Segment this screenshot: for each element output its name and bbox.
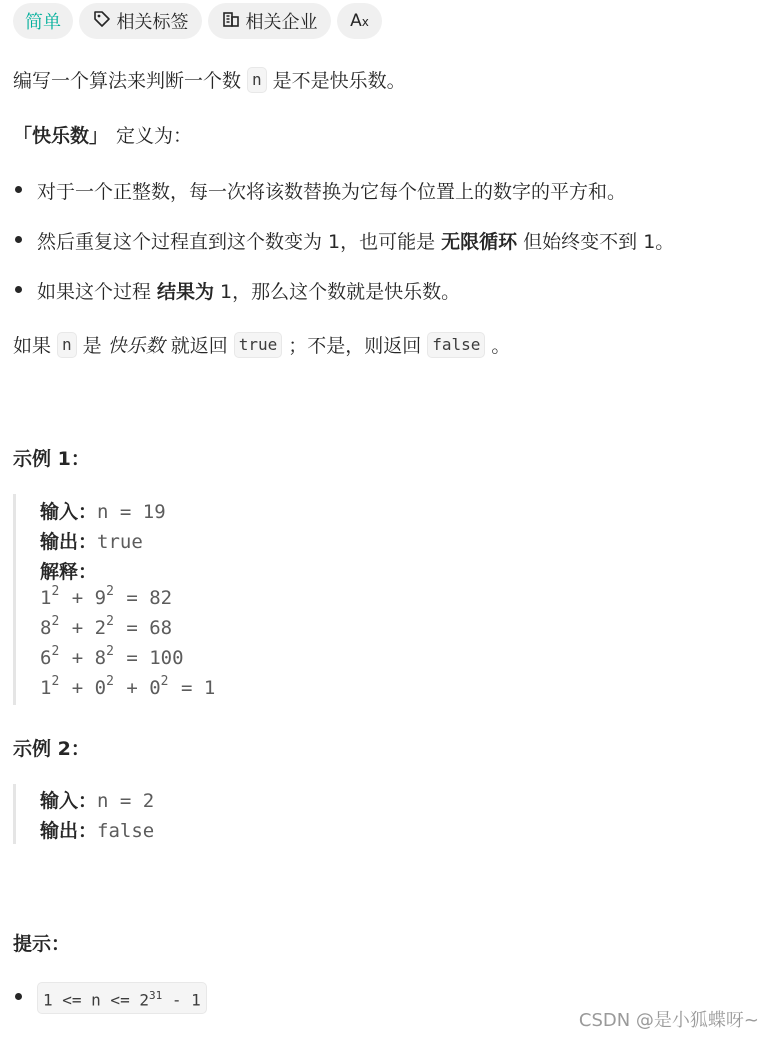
difficulty-tag[interactable] bbox=[13, 3, 73, 39]
hints-title: 提示： bbox=[13, 933, 71, 955]
happy-number-italic: 快乐数 bbox=[107, 335, 165, 357]
example-1-explain bbox=[40, 557, 97, 584]
output-value: false bbox=[97, 820, 155, 842]
bullet-3-text-after: 1，那么这个数就是快乐数。 bbox=[220, 281, 461, 303]
example-1-input bbox=[40, 497, 166, 524]
base-a: 1 bbox=[40, 587, 52, 609]
input-value: n = 2 bbox=[97, 790, 155, 812]
exponent: 2 bbox=[51, 584, 60, 599]
p3-text-2: 是 bbox=[82, 335, 102, 357]
base-b: 2 bbox=[94, 617, 107, 639]
exponent: 2 bbox=[51, 674, 60, 689]
inline-code-false: false bbox=[427, 332, 485, 358]
result: 100 bbox=[149, 647, 184, 669]
p3-text-1: 如果 bbox=[13, 335, 52, 357]
base-b: 9 bbox=[94, 587, 107, 609]
bullet-item-1 bbox=[37, 177, 626, 204]
example-1-title: 示例 1： bbox=[13, 448, 90, 470]
constraint-code bbox=[37, 982, 207, 1014]
related-companies-label: 相关企业 bbox=[245, 12, 318, 33]
bullet-3-bold: 结果为 bbox=[157, 281, 215, 303]
bullet-2-bold: 无限循环 bbox=[441, 231, 518, 253]
bullet-3-text-before: 如果这个过程 bbox=[37, 281, 152, 303]
bullet-dot bbox=[15, 286, 22, 293]
building-icon bbox=[222, 10, 246, 33]
explain-line-4: 1 $^2$ + 0 $^2$ + 0 $^2$ = 1 bbox=[40, 674, 216, 699]
p1-text-before: 编写一个算法来判断一个数 bbox=[13, 70, 242, 92]
base-c: 0 bbox=[149, 677, 161, 699]
exponent: 2 bbox=[51, 644, 60, 659]
result: 1 bbox=[203, 677, 216, 699]
exponent: 2 bbox=[106, 584, 114, 599]
constraint-exponent: 31 bbox=[148, 989, 163, 1002]
csdn-watermark: CSDN @是小狐蝶呀~ bbox=[578, 1010, 759, 1031]
result: 68 bbox=[149, 617, 173, 639]
explain-line-1: 1 $^2$ + 9 $^2$ = 82 bbox=[40, 584, 173, 609]
constraint-suffix: - 1 bbox=[162, 990, 201, 1010]
explain-label: 解释： bbox=[40, 561, 98, 583]
base-b: 0 bbox=[94, 677, 107, 699]
exponent: 2 bbox=[106, 644, 114, 659]
base-a: 6 bbox=[40, 647, 52, 669]
translate-icon: Ax bbox=[350, 11, 369, 31]
output-label: 输出： bbox=[40, 531, 98, 553]
p3-text-3: 就返回 bbox=[170, 335, 228, 357]
p2-text-after: 定义为： bbox=[116, 125, 193, 147]
example-2-output bbox=[40, 816, 154, 843]
constraint-item bbox=[37, 982, 207, 1014]
bullet-1-text: 对于一个正整数，每一次将该数替换为它每个位置上的数字的平方和。 bbox=[37, 181, 627, 203]
related-tags-label: 相关标签 bbox=[116, 12, 189, 33]
bullet-item-3 bbox=[37, 277, 460, 304]
explain-line-3: 6 $^2$ + 8 $^2$ = 100 bbox=[40, 644, 184, 669]
description-p3 bbox=[13, 331, 510, 358]
input-label: 输入： bbox=[40, 790, 98, 812]
example-1-block bbox=[13, 494, 16, 705]
example-2-title: 示例 2： bbox=[13, 738, 90, 760]
translate-button[interactable] bbox=[337, 3, 382, 39]
inline-code-true: true bbox=[234, 332, 283, 358]
output-label: 输出： bbox=[40, 820, 98, 842]
base-a: 8 bbox=[40, 617, 52, 639]
bullet-2-text-before: 然后重复这个过程直到这个数变为 1，也可能是 bbox=[37, 231, 436, 253]
bullet-2-text-after: 但始终变不到 1。 bbox=[523, 231, 675, 253]
exponent: 2 bbox=[106, 614, 114, 629]
exponent: 2 bbox=[51, 614, 60, 629]
description-p2 bbox=[13, 121, 192, 148]
example-2-block bbox=[13, 784, 16, 844]
p3-text-4: ；不是，则返回 bbox=[288, 335, 422, 357]
constraint-prefix: 1 <= n <= 2 bbox=[43, 990, 149, 1010]
description-p1 bbox=[13, 66, 406, 93]
exponent: 2 bbox=[106, 674, 114, 689]
inline-code-n: n bbox=[247, 67, 267, 93]
inline-code-n: n bbox=[57, 332, 77, 358]
result: 82 bbox=[149, 587, 173, 609]
p3-text-5: 。 bbox=[491, 335, 511, 357]
base-b: 8 bbox=[94, 647, 107, 669]
output-value: true bbox=[97, 531, 143, 553]
bullet-dot bbox=[15, 236, 22, 243]
difficulty-label: 简单 bbox=[25, 12, 61, 33]
explain-line-2: 8 $^2$ + 2 $^2$ = 68 bbox=[40, 614, 173, 639]
related-tags-button[interactable] bbox=[79, 3, 202, 39]
happy-number-term: 「快乐数」 bbox=[13, 125, 109, 147]
input-label: 输入： bbox=[40, 501, 98, 523]
example-2-input bbox=[40, 786, 154, 813]
p1-text-after: 是不是快乐数。 bbox=[272, 70, 406, 92]
bullet-item-2 bbox=[37, 227, 674, 254]
bullet-dot bbox=[15, 186, 22, 193]
exponent: 2 bbox=[160, 674, 169, 689]
input-value: n = 19 bbox=[97, 501, 166, 523]
related-companies-button[interactable] bbox=[208, 3, 331, 39]
bullet-dot bbox=[15, 993, 22, 1000]
example-1-output bbox=[40, 527, 143, 554]
tag-icon bbox=[93, 10, 117, 33]
base-a: 1 bbox=[40, 677, 52, 699]
